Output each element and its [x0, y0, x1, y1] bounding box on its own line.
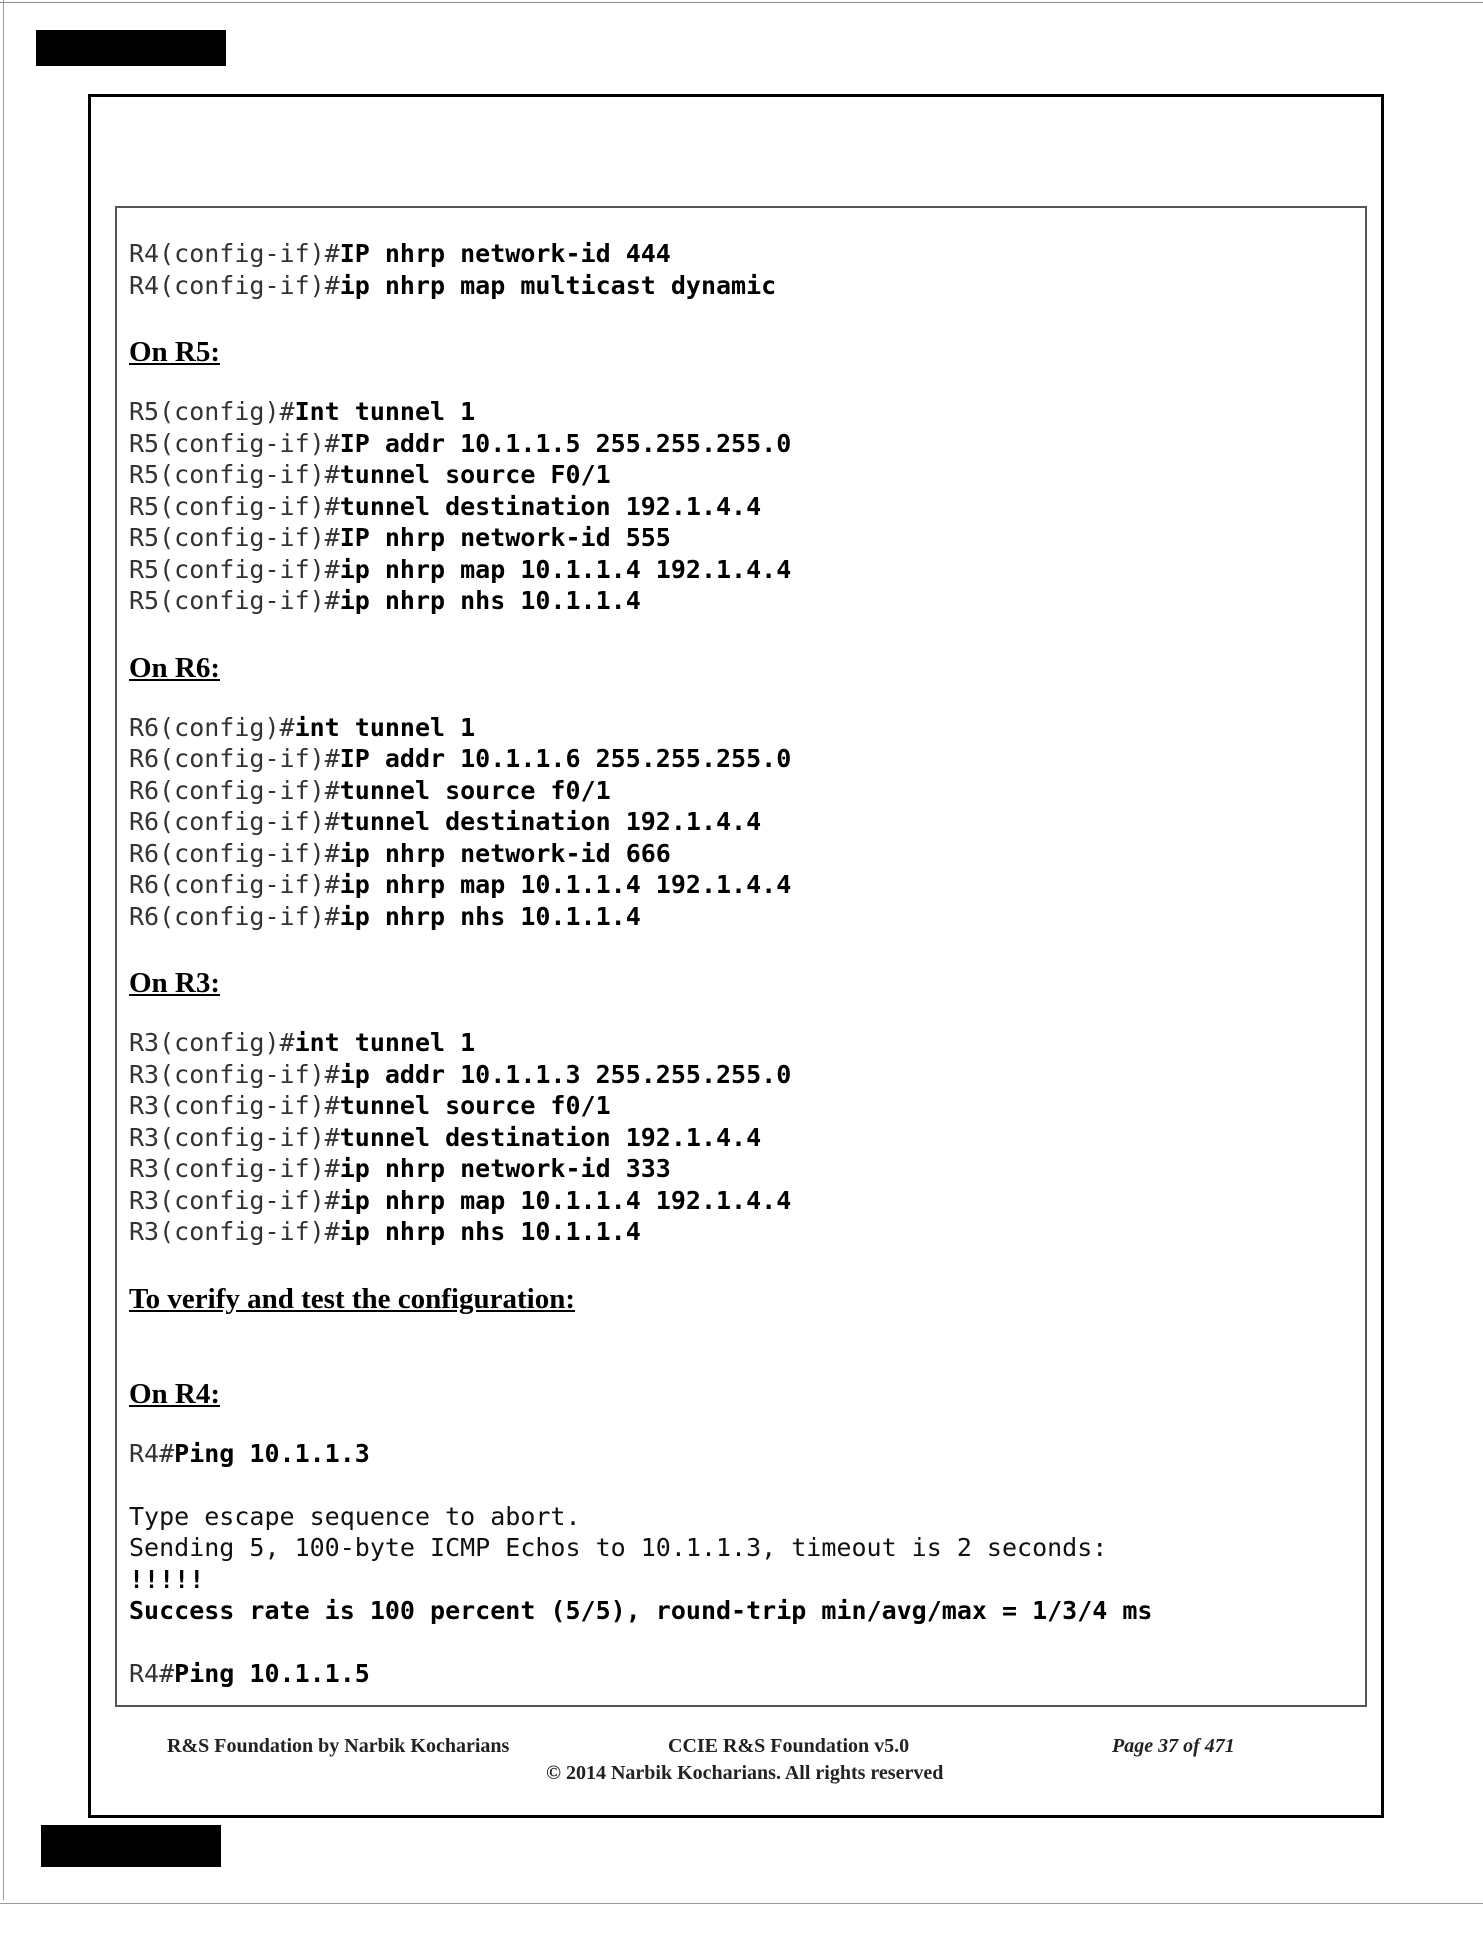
cli-prompt: R6(config-if)# [129, 901, 340, 931]
config-code-block [129, 1438, 1353, 1470]
code-line [129, 1216, 1353, 1248]
document-body [129, 238, 1353, 1690]
cli-command: IP nhrp network-id 555 [339, 523, 671, 552]
config-code-block [129, 1027, 1353, 1248]
cli-command: ip nhrp nhs 10.1.1.4 [339, 586, 641, 615]
cli-prompt: R4# [129, 1438, 175, 1468]
footer-author: R&S Foundation by Narbik Kocharians [167, 1735, 510, 1757]
cli-prompt: R3(config-if)# [129, 1059, 340, 1089]
code-line [129, 838, 1353, 870]
footer-copyright: © 2014 Narbik Kocharians. All rights reserved [546, 1762, 944, 1784]
cli-prompt: R6(config-if)# [129, 870, 340, 899]
cli-command: ip nhrp map multicast dynamic [339, 270, 777, 300]
cli-prompt: R6(config-if)# [129, 838, 340, 868]
code-line [129, 238, 1353, 270]
cli-prompt: R6(config-if)# [129, 807, 340, 836]
cli-command: tunnel destination 192.1.4.4 [339, 491, 762, 521]
code-line [129, 869, 1353, 901]
config-code-block [129, 238, 1353, 301]
cli-command: ip nhrp network-id 666 [339, 838, 671, 868]
code-line [129, 1153, 1353, 1185]
code-line [129, 522, 1353, 554]
config-code-block [129, 396, 1353, 617]
cli-prompt: R5(config-if)# [129, 586, 340, 615]
section-heading: On R4: [129, 1377, 221, 1410]
cli-command: int tunnel 1 [294, 1028, 476, 1057]
code-line [129, 1090, 1353, 1122]
output-line: Sending 5, 100-byte ICMP Echos to 10.1.1.3, timeout is 2 seconds: [129, 1533, 1108, 1562]
cli-prompt: R3(config-if)# [129, 1091, 340, 1120]
cli-prompt: R6(config-if)# [129, 775, 340, 805]
code-line [129, 1122, 1353, 1154]
cli-prompt: R3(config-if)# [129, 1122, 340, 1152]
footer-page-number: Page 37 of 471 [1112, 1735, 1235, 1757]
cli-prompt: R3(config-if)# [129, 1217, 340, 1246]
code-line [129, 1059, 1353, 1091]
code-line [129, 712, 1353, 744]
cli-prompt: R5(config-if)# [129, 491, 340, 521]
code-line [129, 1658, 1353, 1690]
cli-prompt: R4(config-if)# [129, 239, 340, 268]
scan-edge-bottom [0, 1903, 1483, 1904]
code-line [129, 554, 1353, 586]
output-line [129, 1627, 1353, 1659]
cli-prompt: R5(config-if)# [129, 554, 340, 584]
content-box [115, 206, 1367, 1707]
cli-command: Ping 10.1.1.5 [174, 1659, 370, 1688]
cli-command: ip addr 10.1.1.3 255.255.255.0 [339, 1059, 792, 1089]
cli-prompt: R4(config-if)# [129, 270, 340, 300]
code-line [129, 901, 1353, 933]
command-output [129, 1469, 1353, 1658]
code-line [129, 491, 1353, 523]
cli-command: ip nhrp network-id 333 [339, 1154, 671, 1183]
code-line [129, 585, 1353, 617]
output-line [129, 1469, 1353, 1501]
cli-prompt: R5(config-if)# [129, 460, 340, 489]
code-line [129, 396, 1353, 428]
code-line [129, 428, 1353, 460]
code-line [129, 1185, 1353, 1217]
cli-command: tunnel destination 192.1.4.4 [339, 1122, 762, 1152]
section-heading: On R5: [129, 336, 221, 368]
cli-command: Ping 10.1.1.3 [174, 1438, 370, 1468]
code-line [129, 270, 1353, 302]
config-code-block [129, 712, 1353, 933]
code-line [129, 806, 1353, 838]
section-heading: On R3: [129, 967, 221, 999]
cli-command: ip nhrp nhs 10.1.1.4 [339, 1217, 641, 1246]
cli-command: IP nhrp network-id 444 [339, 239, 671, 268]
section-heading: To verify and test the configuration: [129, 1282, 575, 1315]
cli-command: tunnel source f0/1 [339, 1091, 611, 1120]
cli-prompt: R4# [129, 1659, 175, 1688]
config-code-block [129, 1658, 1353, 1690]
code-line [129, 459, 1353, 491]
cli-command: int tunnel 1 [294, 712, 476, 742]
output-line: Success rate is 100 percent (5/5), round-trip min/avg/max = 1/3/4 ms [129, 1596, 1153, 1625]
cli-prompt: R6(config-if)# [129, 744, 340, 773]
scan-edge-left [3, 0, 4, 1900]
cli-command: Int tunnel 1 [294, 397, 476, 426]
cli-prompt: R5(config-if)# [129, 428, 340, 458]
cli-prompt: R5(config-if)# [129, 523, 340, 552]
cli-command: ip nhrp map 10.1.1.4 192.1.4.4 [339, 870, 792, 899]
output-line: !!!!! [129, 1564, 205, 1594]
code-line [129, 775, 1353, 807]
cli-command: tunnel source f0/1 [339, 775, 611, 805]
cli-command: tunnel source F0/1 [339, 460, 611, 489]
cli-command: tunnel destination 192.1.4.4 [339, 807, 762, 836]
code-line [129, 743, 1353, 775]
cli-command: ip nhrp map 10.1.1.4 192.1.4.4 [339, 554, 792, 584]
cli-prompt: R3(config-if)# [129, 1154, 340, 1183]
footer-title: CCIE R&S Foundation v5.0 [668, 1735, 910, 1757]
cli-prompt: R3(config-if)# [129, 1185, 340, 1215]
output-line: Type escape sequence to abort. [129, 1501, 581, 1531]
section-heading: On R6: [129, 651, 221, 684]
redaction-bar-bottom [41, 1825, 221, 1867]
cli-prompt: R3(config)# [129, 1028, 295, 1057]
code-line [129, 1027, 1353, 1059]
cli-command: ip nhrp map 10.1.1.4 192.1.4.4 [339, 1185, 792, 1215]
code-line [129, 1438, 1353, 1470]
cli-command: IP addr 10.1.1.5 255.255.255.0 [339, 428, 792, 458]
redaction-bar-top [36, 30, 226, 66]
cli-command: ip nhrp nhs 10.1.1.4 [339, 901, 641, 931]
cli-command: IP addr 10.1.1.6 255.255.255.0 [339, 744, 792, 773]
cli-prompt: R6(config)# [129, 712, 295, 742]
cli-prompt: R5(config)# [129, 397, 295, 426]
scan-edge-top [0, 2, 1483, 3]
